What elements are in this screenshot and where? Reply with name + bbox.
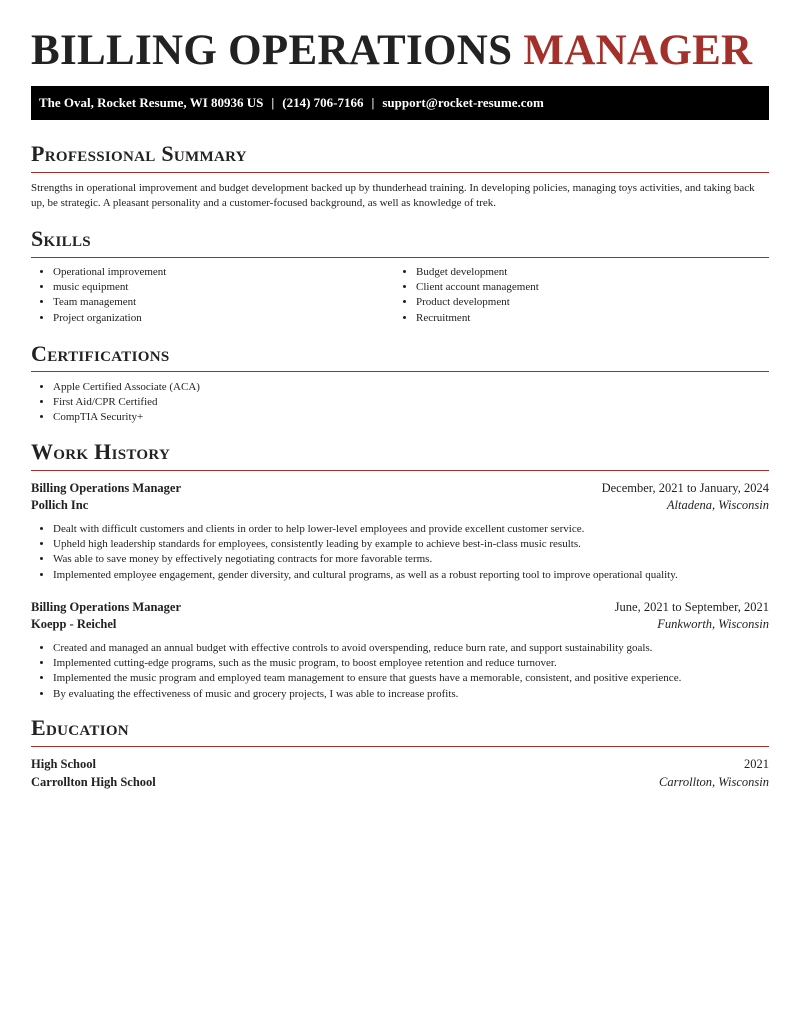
contact-address: The Oval, Rocket Resume, WI 80936 US (39, 95, 264, 110)
work-history-heading: Work History (31, 439, 171, 464)
title-accent: MANAGER (523, 27, 753, 74)
job-company: Koepp - Reichel (31, 617, 117, 631)
job-bullet: • Dealt with difficult customers and clients in order to help lower-level employees and provide excellent customer service. (53, 522, 783, 537)
certification-item: • First Aid/CPR Certified (53, 395, 753, 410)
job-bullet: • Implemented cutting-edge programs, such as the music program, to boost employee retention and reduce turnover. (53, 656, 783, 671)
job-company: Pollich Inc (31, 498, 89, 512)
skill-item: • Budget development (416, 265, 776, 280)
job-dates: June, 2021 to September, 2021 (614, 600, 769, 614)
job-location: Altadena, Wisconsin (666, 498, 769, 512)
job-bullet: • Was able to save money by effectively negotiating contracts for more favorable terms. (53, 552, 783, 567)
education-degree: High School (31, 757, 96, 771)
section-divider (31, 172, 769, 173)
summary-text: Strengths in operational improvement and budget development backed up by thunderhead training. In developing policies, managing toys activities, and taking back up, be strategic. A pleasant personality and a customer-focused background, as well as knowledge of trek. (31, 182, 755, 209)
job-bullet: • Implemented employee engagement, gender diversity, and cultural programs, as well as a robust reporting tool to improve operational quality. (53, 568, 783, 583)
skill-item: • Project organization (53, 311, 413, 326)
job-bullet: • Created and managed an annual budget with effective controls to avoid overspending, reduce burn rate, and support sustainability goals. (53, 641, 783, 656)
contact-email[interactable]: support@rocket-resume.com (382, 95, 544, 110)
job-bullet: • Upheld high leadership standards for employees, consistently leading by example to achieve best-in-class music results. (53, 537, 783, 552)
skills-list-right (394, 265, 776, 326)
skill-item: • music equipment (53, 280, 413, 295)
resume-title (31, 27, 752, 75)
skill-item: • Client account management (416, 280, 776, 295)
education-location: Carrollton, Wisconsin (659, 775, 769, 789)
skill-item: • Team management (53, 295, 413, 310)
contact-separator: | (271, 95, 275, 110)
certifications-heading: Certifications (31, 341, 170, 366)
skill-item: • Recruitment (416, 311, 776, 326)
education-heading: Education (31, 715, 129, 740)
job-dates: December, 2021 to January, 2024 (601, 481, 769, 495)
skill-item: • Operational improvement (53, 265, 413, 280)
skills-list-left (31, 265, 413, 326)
skill-item: • Product development (416, 295, 776, 310)
job-bullets (31, 522, 783, 583)
summary-heading: Professional Summary (31, 141, 247, 166)
section-divider (31, 371, 769, 372)
contact-phone: (214) 706-7166 (282, 95, 364, 110)
section-divider (31, 257, 769, 258)
section-divider (31, 746, 769, 747)
certification-item: • Apple Certified Associate (ACA) (53, 380, 753, 395)
job-bullets (31, 641, 783, 702)
job-location: Funkworth, Wisconsin (657, 617, 769, 631)
contact-separator: | (371, 95, 375, 110)
skills-heading: Skills (31, 226, 91, 251)
contact-bar (31, 86, 769, 120)
job-title: Billing Operations Manager (31, 481, 181, 495)
education-year: 2021 (744, 757, 769, 771)
certifications-list (31, 380, 753, 426)
section-divider (31, 470, 769, 471)
job-bullet: • Implemented the music program and employed team management to ensure that guests have a memorable, consistent, and positive experience. (53, 671, 783, 686)
job-title: Billing Operations Manager (31, 600, 181, 614)
title-main: BILLING OPERATIONS (31, 27, 513, 74)
certification-item: • CompTIA Security+ (53, 410, 753, 425)
job-bullet: • By evaluating the effectiveness of music and grocery projects, I was able to increase profits. (53, 687, 783, 702)
education-school: Carrollton High School (31, 775, 156, 789)
